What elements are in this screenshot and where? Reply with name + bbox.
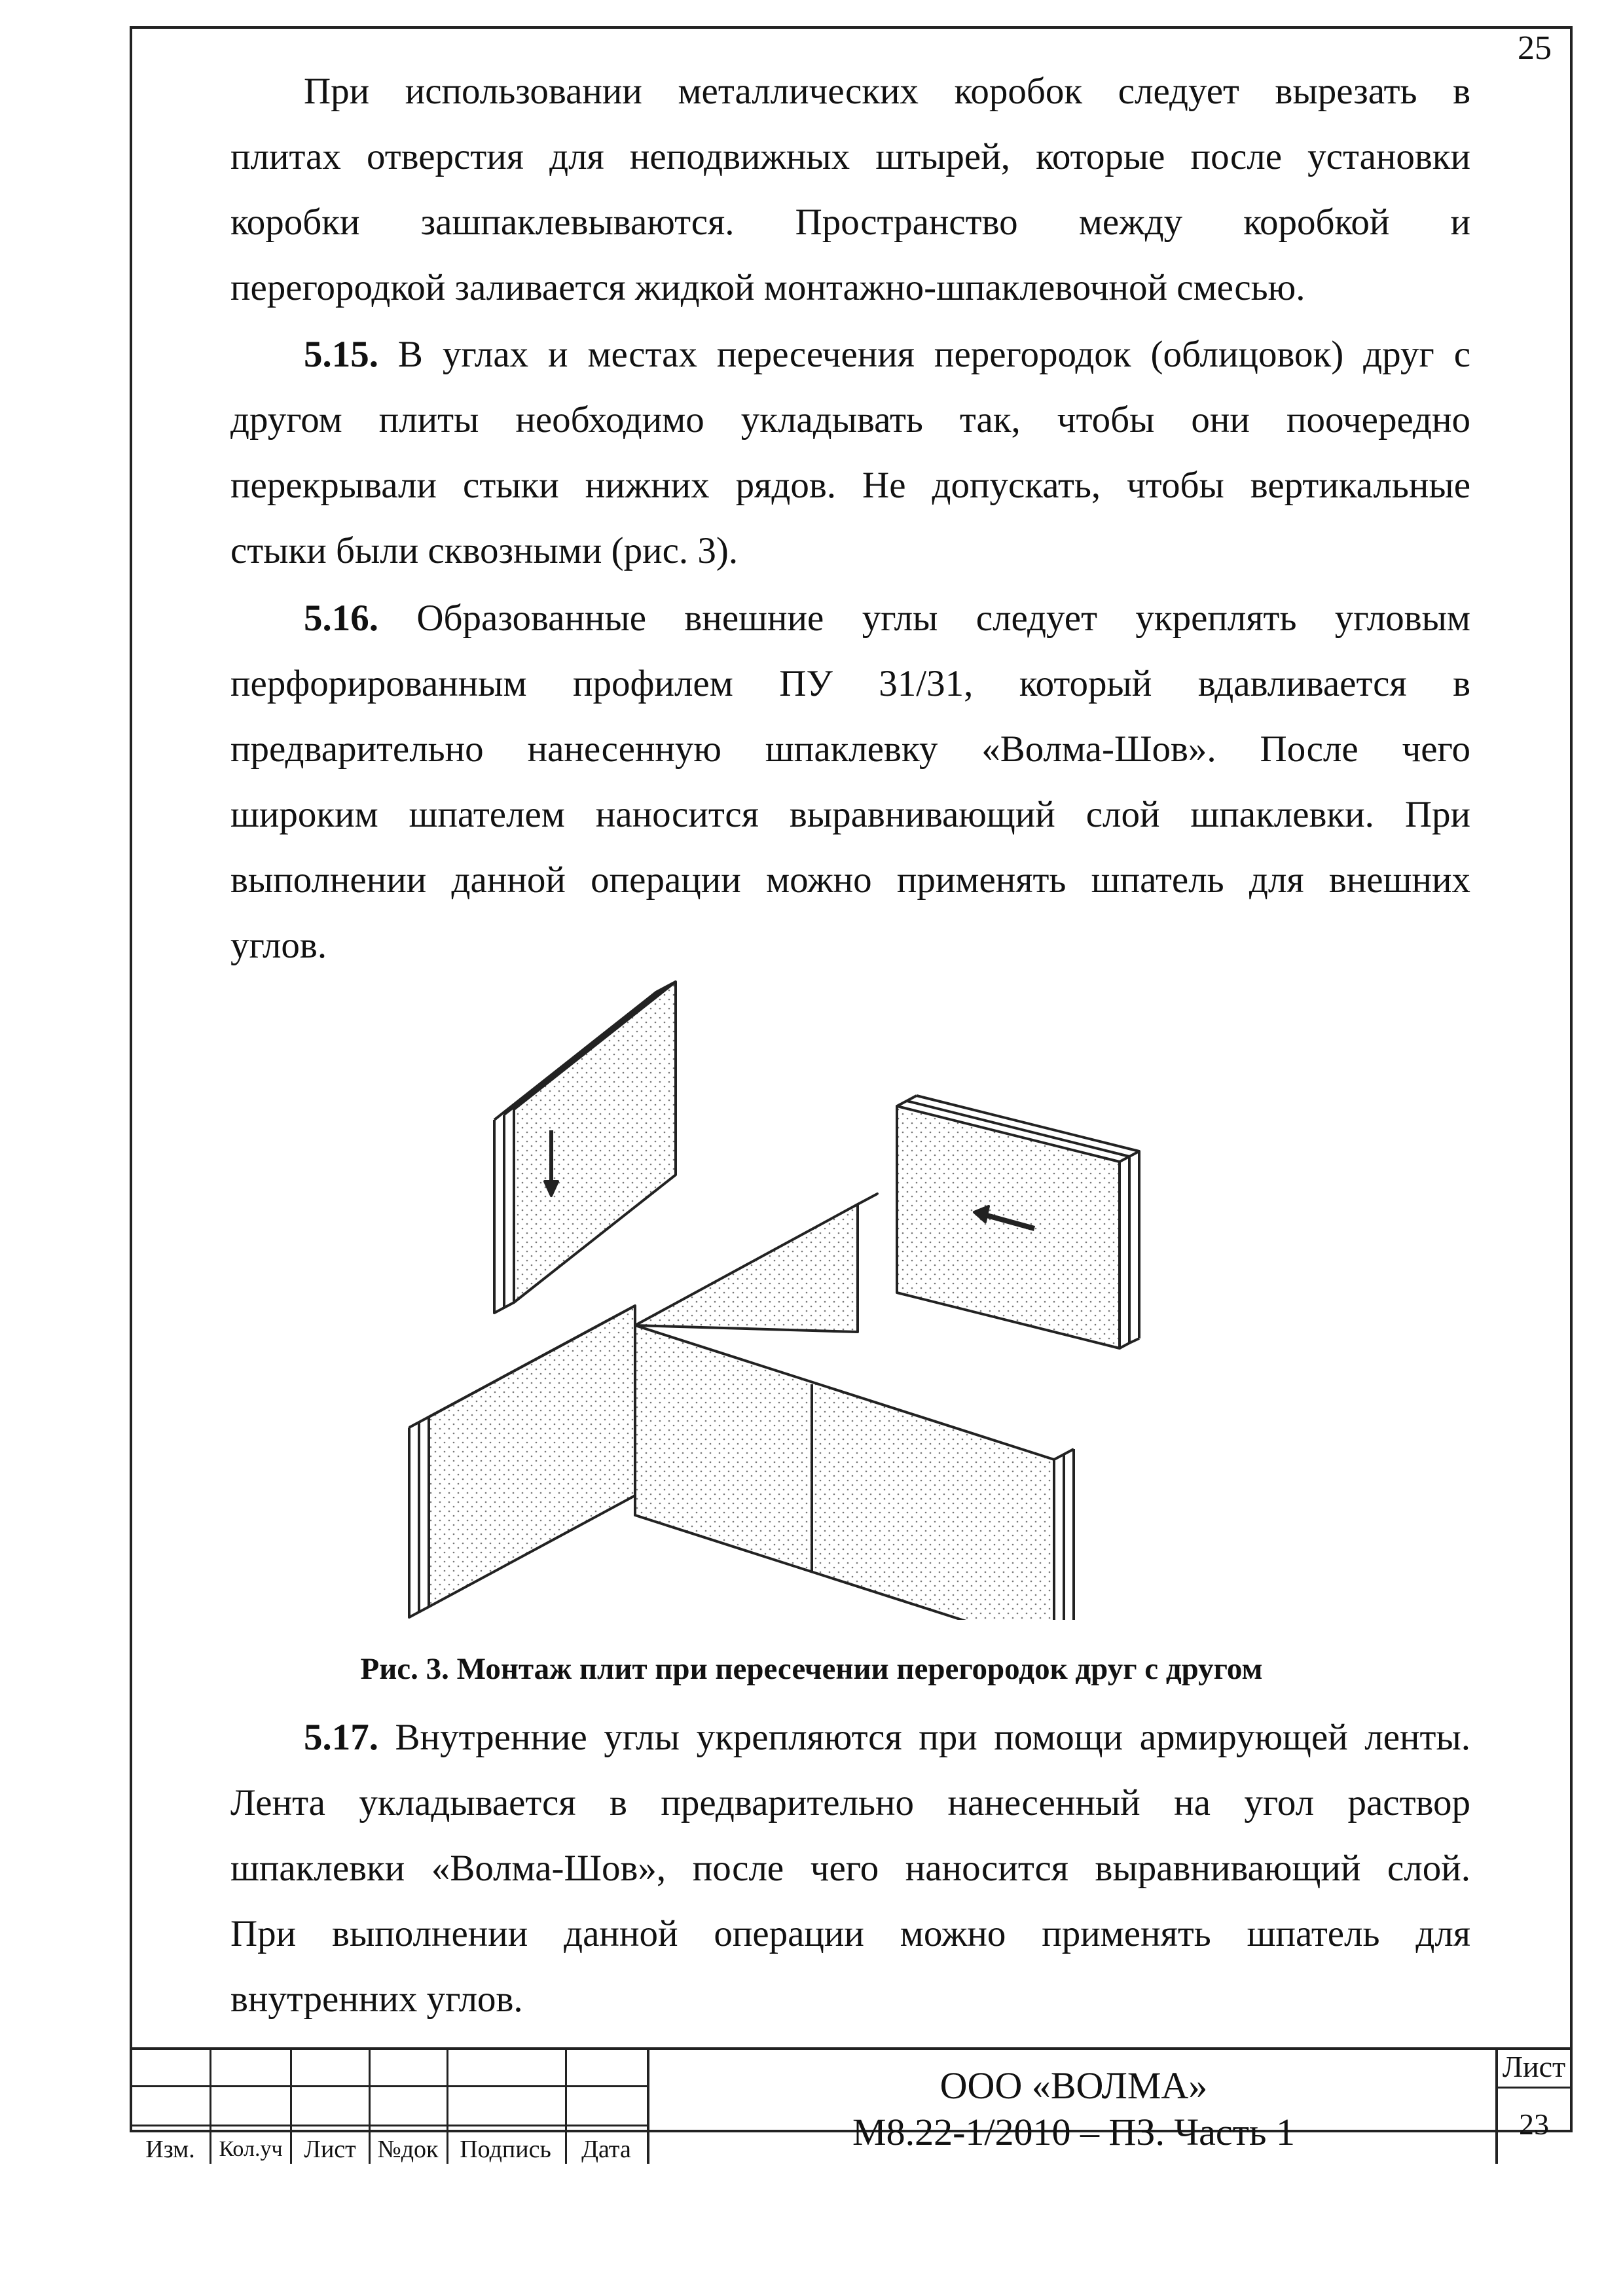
section-number: 5.17.: [304, 1717, 378, 1758]
text-line: 5.16. Образованные внешние углы следует укреплять угловым: [304, 598, 1470, 639]
panel-front-right: [635, 1325, 1074, 1620]
column-label: №док: [377, 2136, 439, 2163]
column-label: Подпись: [460, 2136, 551, 2163]
text-line: другом плиты необходимо укладывать так, чтобы они поочередно: [230, 399, 1470, 440]
text-line: перекрывали стыки нижних рядов. Не допускать, чтобы вертикальные: [230, 465, 1470, 506]
text-line: коробки зашпаклевываются. Пространство между коробкой и: [230, 202, 1470, 243]
paragraph-5-15: [230, 322, 1470, 584]
text-line: предварительно нанесенную шпаклевку «Волма-Шов». После чего: [230, 728, 1470, 770]
text-line: перегородкой заливается жидкой монтажно-шпаклевочной смесью.: [230, 267, 1305, 308]
text-line: внутренних углов.: [230, 1979, 523, 2020]
paragraph-1: [230, 59, 1470, 321]
panel-back-wall: [635, 1194, 877, 1332]
panel-front-left: [409, 1306, 635, 1617]
document-code: М8.22-1/2010 – ПЗ. Часть 1: [852, 2111, 1295, 2153]
text-line: плитах отверстия для неподвижных штырей, которые после установки: [230, 136, 1470, 177]
column-label: Изм.: [145, 2136, 195, 2163]
text-line: При выполнении данной операции можно применять шпатель для: [230, 1913, 1470, 1954]
organization-name: ООО «ВОЛМА»: [939, 2064, 1208, 2107]
figure-caption: Рис. 3. Монтаж плит при пересечении перегородок друг с другом: [360, 1652, 1263, 1686]
text-line: 5.15. В углах и местах пересечения перегородок (облицовок) друг с: [304, 334, 1470, 375]
text-line: выполнении данной операции можно применять шпатель для внешних: [230, 859, 1470, 901]
sheet-label: Лист: [1502, 2050, 1566, 2083]
panel-upper-left: [494, 982, 676, 1313]
figure-3-illustration: [406, 965, 1192, 1620]
text-line: широким шпателем наносится выравнивающий слой шпаклевки. При: [230, 794, 1470, 835]
text-line: 5.17. Внутренние углы укрепляются при помощи армирующей ленты.: [304, 1717, 1470, 1758]
column-label: Дата: [581, 2136, 631, 2163]
text-line: перфорированным профилем ПУ 31/31, который вдавливается в: [230, 663, 1470, 704]
section-number: 5.16.: [304, 598, 378, 639]
section-number: 5.15.: [304, 334, 378, 375]
text-line: углов.: [230, 925, 327, 966]
column-label: Лист: [304, 2136, 356, 2163]
text-line: шпаклевки «Волма-Шов», после чего наносится выравнивающий слой.: [230, 1848, 1470, 1889]
text-line: стыки были сквозными (рис. 3).: [230, 530, 739, 571]
column-label: Кол.уч: [219, 2137, 283, 2161]
paragraph-5-17: [230, 1705, 1470, 2032]
paragraph-5-16: [230, 586, 1470, 978]
text-line: При использовании металлических коробок следует вырезать в: [304, 71, 1470, 112]
page-number: 25: [1518, 29, 1552, 67]
sheet-number: 23: [1519, 2108, 1549, 2141]
text-line: Лента укладывается в предварительно нанесенный на угол раствор: [230, 1782, 1470, 1823]
